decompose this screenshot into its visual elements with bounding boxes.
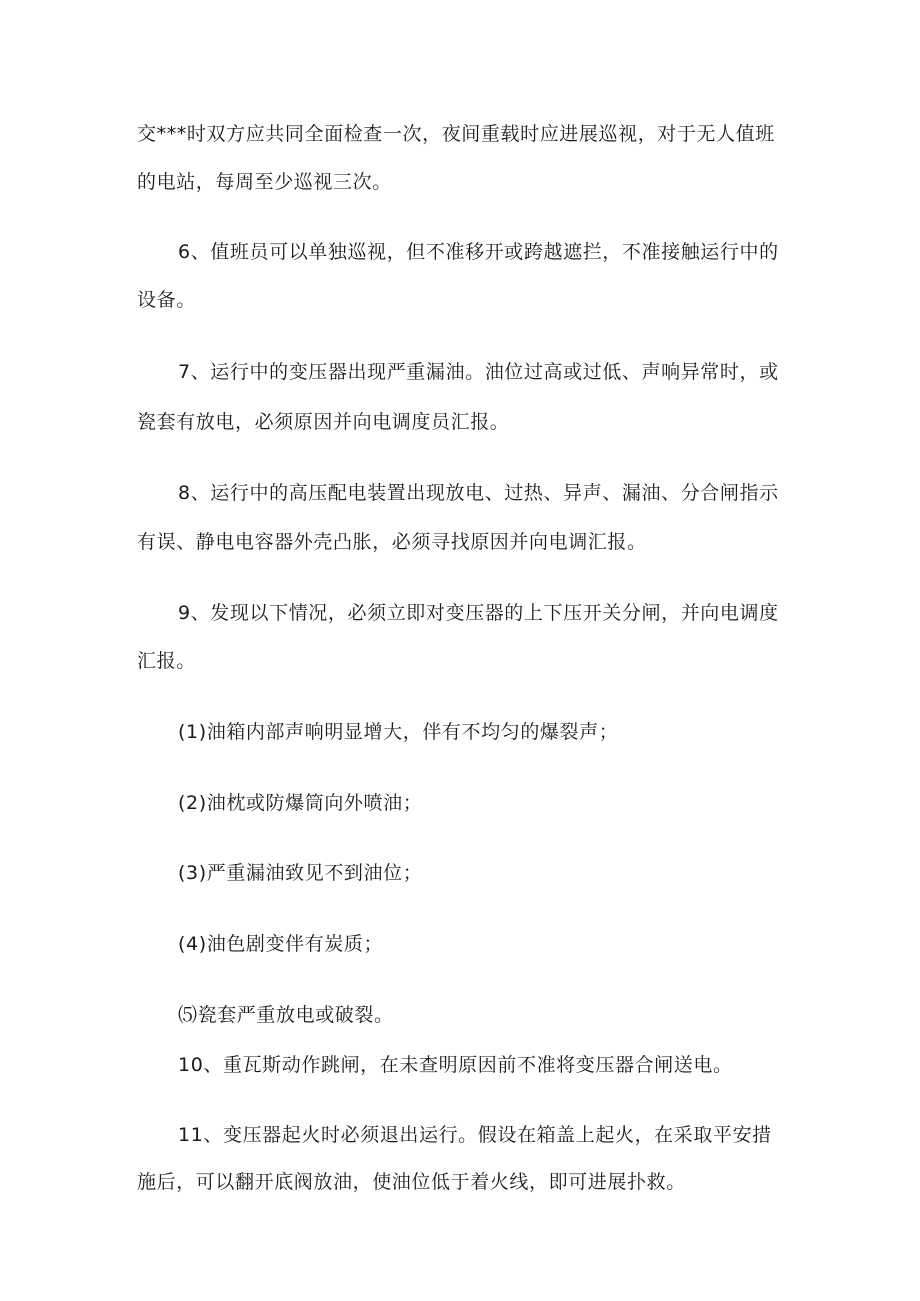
paragraph-line: 7、运行中的变压器出现严重漏油。油位过高或过低、声响异常时，或 [178,361,779,383]
paragraph-line: 6、值班员可以单独巡视，但不准移开或跨越遮拦，不准接触运行中的 [178,241,779,263]
list-item: (4)油色剧变伴有炭质； [178,933,384,955]
paragraph-line: 9、发现以下情况，必须立即对变压器的上下压开关分闸，并向电调度 [178,602,779,624]
paragraph-line: 设备。 [137,289,196,311]
paragraph-line: 11、变压器起火时必须退出运行。假设在箱盖上起火，在采取平安措 [178,1124,772,1146]
paragraph-line: 的电站，每周至少巡视三次。 [137,171,392,193]
list-item: ⑸瓷套严重放电或破裂。 [178,1004,394,1026]
list-item: (3)严重漏油致见不到油位； [178,862,423,884]
list-item: (1)油箱内部声响明显增大，伴有不均匀的爆裂声； [178,721,619,743]
paragraph-line: 汇报。 [137,650,196,672]
list-item: (2)油枕或防爆筒向外喷油； [178,792,423,814]
paragraph-line: 施后，可以翻开底阀放油，使油位低于着火线，即可进展扑救。 [137,1171,686,1193]
paragraph-line: 8、运行中的高压配电装置出现放电、过热、异声、漏油、分合闸指示 [178,482,779,504]
paragraph-line: 10、重瓦斯动作跳闸，在未查明原因前不准将变压器合闸送电。 [178,1054,733,1076]
paragraph-line: 有误、静电电容器外壳凸胀，必须寻找原因并向电调汇报。 [137,531,647,553]
paragraph-line: 瓷套有放电，必须原因并向电调度员汇报。 [137,411,510,433]
paragraph-line: 交***时双方应共同全面检查一次，夜间重载时应进展巡视，对于无人值班 [137,123,775,145]
